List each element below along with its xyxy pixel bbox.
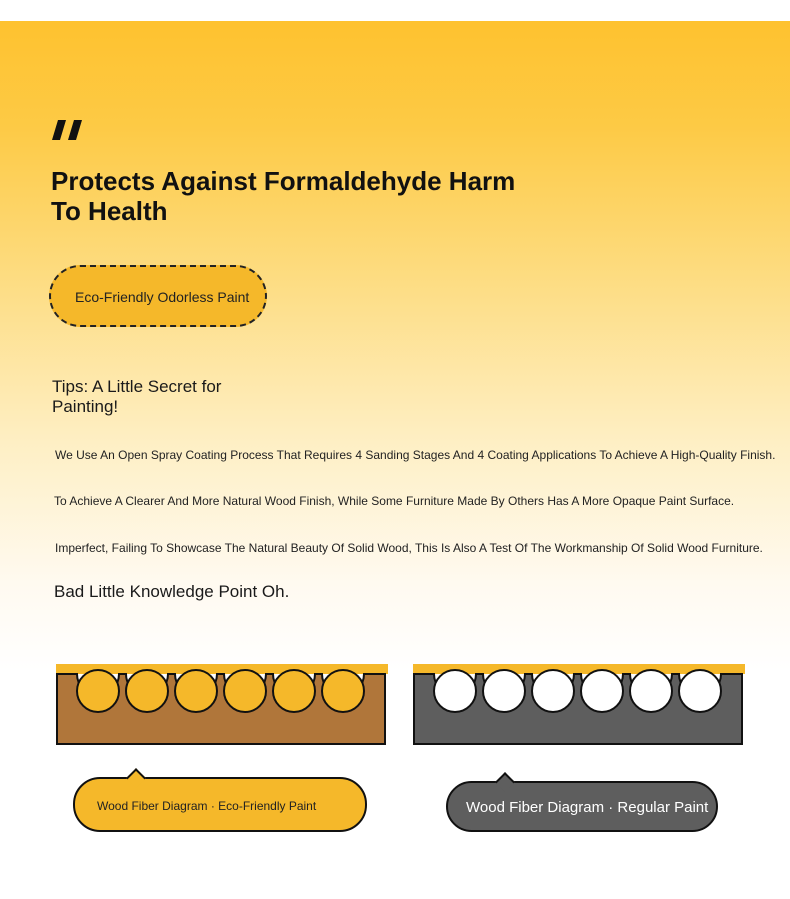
eco-wood-fiber-diagram — [56, 664, 388, 746]
eco-fiber-pore — [322, 670, 364, 712]
tips-title — [52, 377, 282, 417]
tips-title-line-2: Painting! — [52, 397, 119, 416]
regular-fiber-pore — [630, 670, 672, 712]
hero-title-line-1: Protects Against Formaldehyde Harm — [51, 166, 516, 196]
tips-title-line-1: Tips: A Little Secret for — [52, 377, 222, 396]
eco-fiber-pore — [273, 670, 315, 712]
eco-diagram-caption-label: Wood Fiber Diagram · Eco-Friendly Paint — [97, 799, 317, 813]
regular-fiber-pore — [483, 670, 525, 712]
regular-diagram-caption-label: Wood Fiber Diagram · Regular Paint — [466, 799, 709, 816]
regular-wood-fiber-diagram — [413, 664, 745, 746]
knowledge-point-title: Bad Little Knowledge Point Oh. — [54, 582, 290, 601]
eco-paint-badge-label: Eco-Friendly Odorless Paint — [75, 289, 250, 305]
regular-fiber-pore — [434, 670, 476, 712]
eco-fiber-pore — [175, 670, 217, 712]
quote-icon — [50, 116, 90, 148]
tips-paragraph-2: To Achieve A Clearer And More Natural Wood Finish, While Some Furniture Made By Others Has A More Opaque Paint Surface. — [54, 494, 735, 508]
tips-paragraph-3: Imperfect, Failing To Showcase The Natural Beauty Of Solid Wood, This Is Also A Test Of The Workmanship Of Solid Wood Furniture. — [55, 541, 763, 555]
regular-diagram-caption — [446, 781, 718, 832]
tips-paragraph-1: We Use An Open Spray Coating Process That Requires 4 Sanding Stages And 4 Coating Applications To Achieve A High-Quality Finish. — [55, 448, 776, 462]
hero-title-line-2: To Health — [51, 196, 168, 226]
regular-fiber-pore — [581, 670, 623, 712]
hero-title — [51, 166, 571, 226]
regular-fiber-pore — [679, 670, 721, 712]
regular-fiber-pore — [532, 670, 574, 712]
eco-diagram-caption — [73, 777, 367, 832]
eco-fiber-pore — [224, 670, 266, 712]
eco-fiber-pore — [126, 670, 168, 712]
eco-fiber-pore — [77, 670, 119, 712]
eco-paint-badge — [49, 265, 267, 327]
